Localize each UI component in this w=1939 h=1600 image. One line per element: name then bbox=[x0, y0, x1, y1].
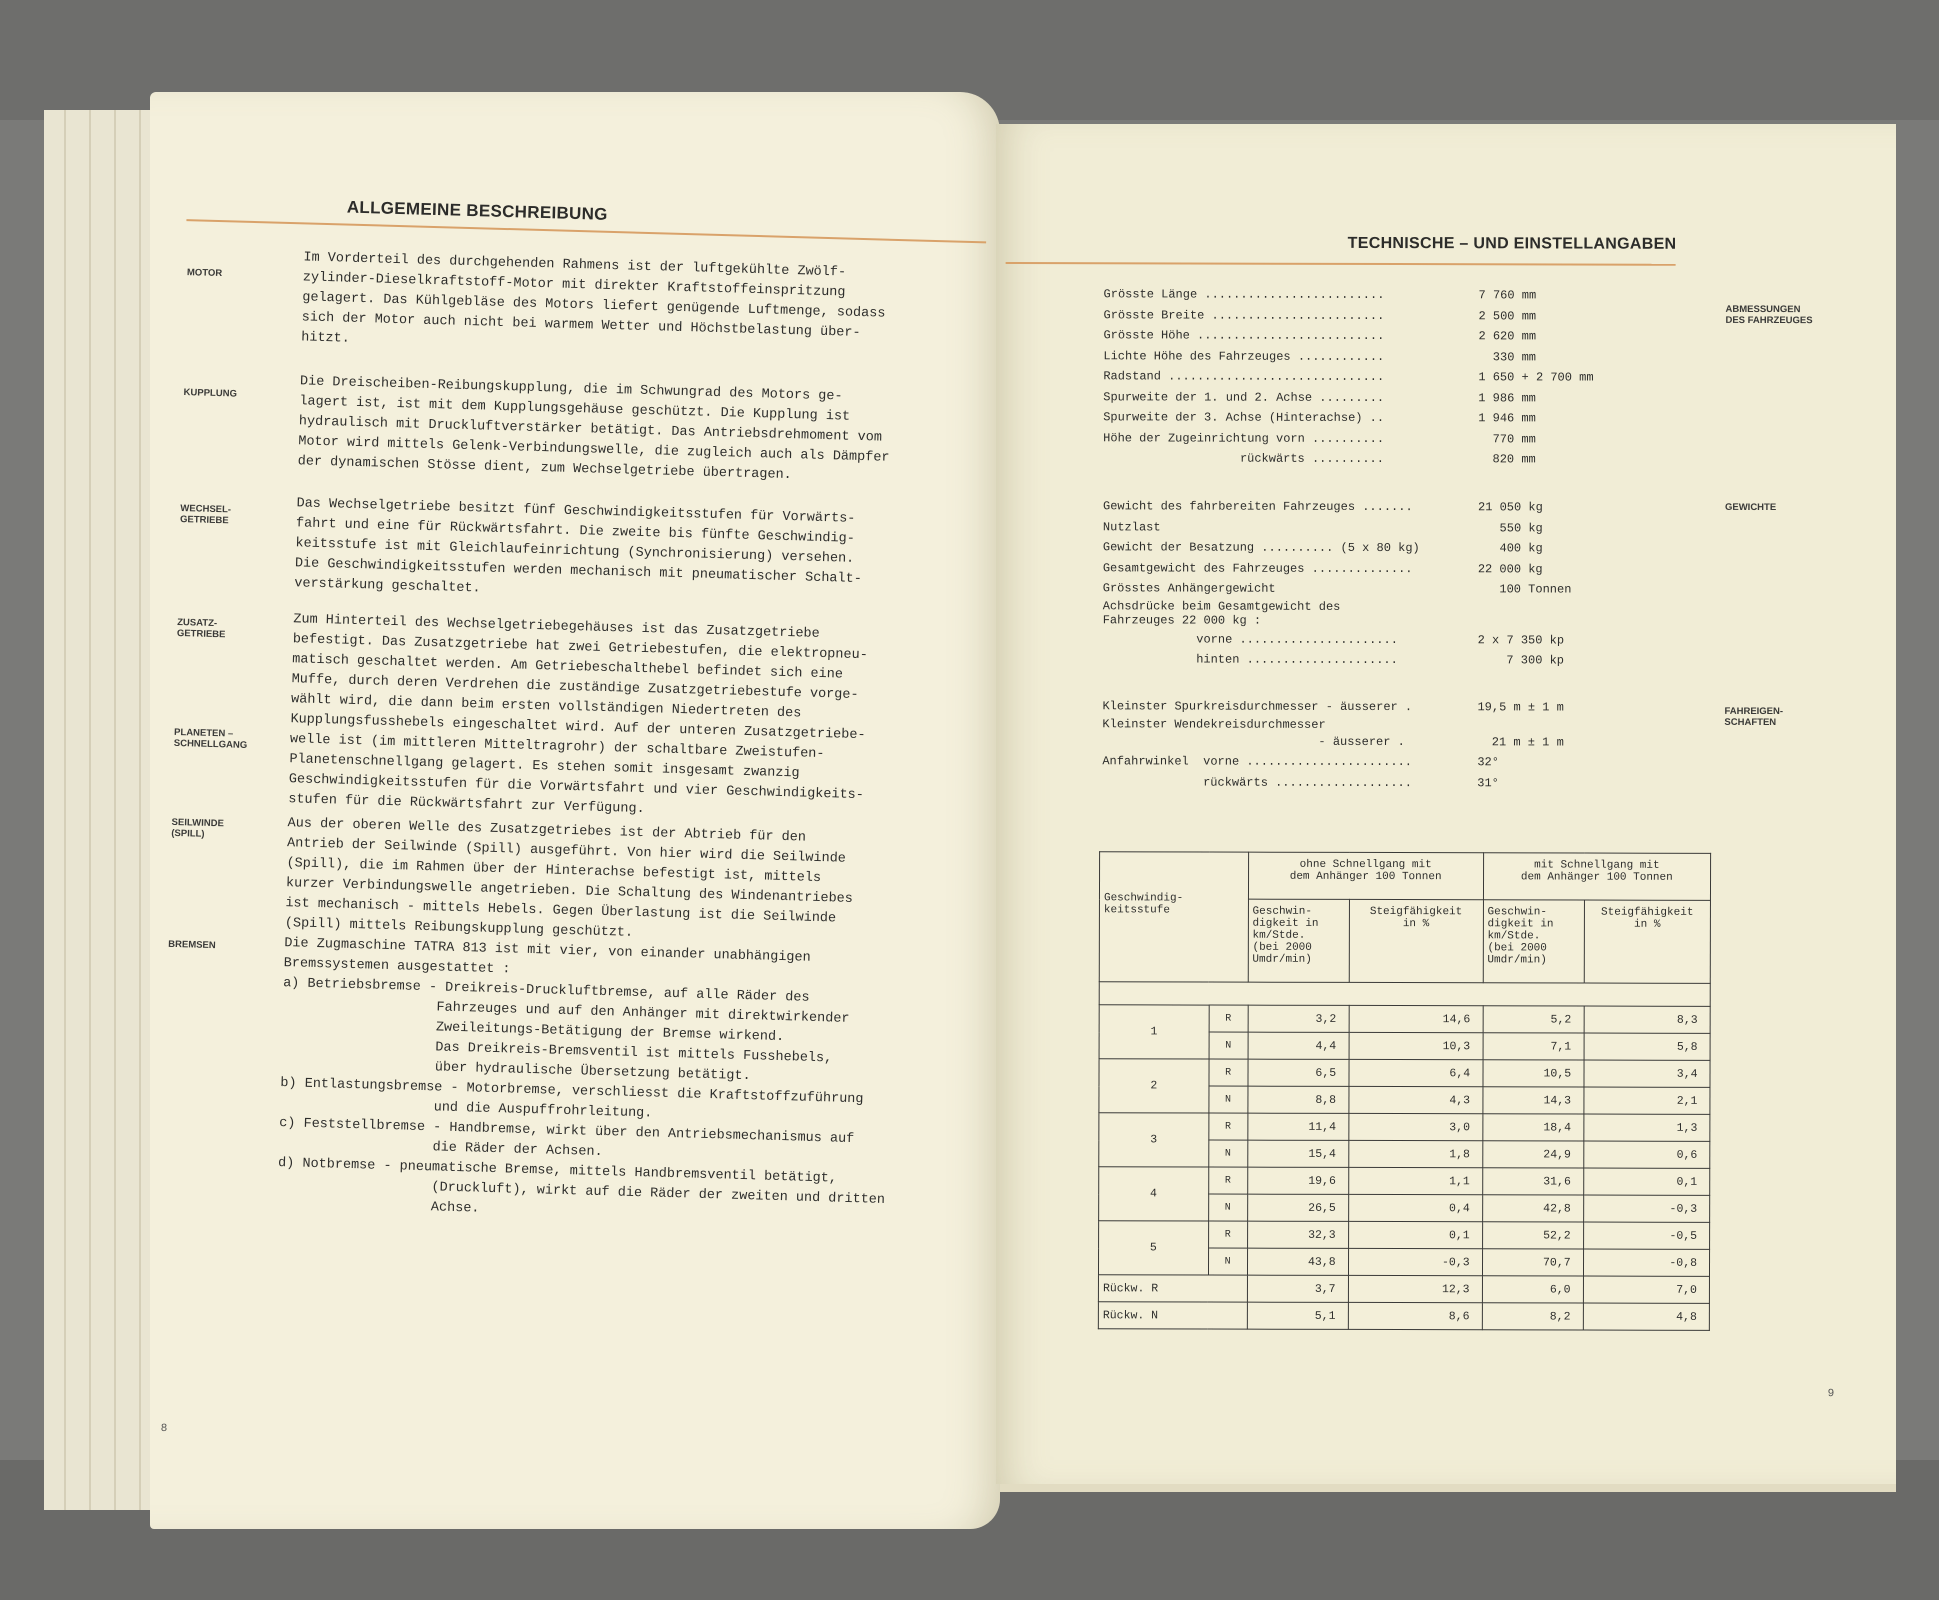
climb-without-cell: -0,3 bbox=[1348, 1248, 1482, 1275]
section-label-motor: MOTOR bbox=[186, 267, 223, 280]
speed-without-cell: 15,4 bbox=[1247, 1140, 1348, 1167]
col-header-speed: Geschwin- digkeit in km/Stde. (bei 2000 Umdr/min) bbox=[1483, 900, 1584, 983]
right-page-heading: TECHNISCHE – UND EINSTELLANGABEN bbox=[1347, 234, 1677, 253]
spec-row bbox=[1103, 448, 1663, 470]
section-label-seilwinde: SEILWINDE (SPILL) bbox=[171, 816, 225, 840]
spec-row bbox=[1102, 751, 1662, 773]
spec-label: Grösste Länge ......................... bbox=[1103, 287, 1385, 303]
spec-row bbox=[1103, 629, 1663, 651]
spec-value: 1 986 mm bbox=[1478, 390, 1536, 405]
climb-without-cell: 8,6 bbox=[1348, 1302, 1482, 1329]
spec-row bbox=[1103, 305, 1663, 327]
table-row-reverse bbox=[1098, 1302, 1709, 1331]
left-page bbox=[150, 92, 1000, 1529]
spec-row bbox=[1103, 428, 1663, 450]
range-cell: R bbox=[1208, 1221, 1247, 1248]
gear-stage-cell: 4 bbox=[1099, 1167, 1209, 1221]
side-label-dimensions: ABMESSUNGEN DES FAHRZEUGES bbox=[1725, 303, 1813, 327]
climb-without-cell: 1,1 bbox=[1348, 1167, 1482, 1194]
spec-row bbox=[1104, 284, 1664, 306]
speed-without-cell: 11,4 bbox=[1247, 1113, 1348, 1140]
right-page-number: 9 bbox=[1827, 1388, 1835, 1401]
spec-label: Nutzlast bbox=[1102, 519, 1161, 534]
driving-list bbox=[1102, 696, 1662, 793]
left-page-number: 8 bbox=[160, 1422, 168, 1436]
spec-row bbox=[1103, 366, 1663, 388]
section-text-wechselgetriebe: Das Wechselgetriebe besitzt fünf Geschwindigkeitsstufen für Vorwärts- fahrt und eine für Rückwärtsfahrt. Die zweite bis fünfte Geschwindig- keitsstufe ist mit Gleichlaufeinrichtung (Synchronisierung) versehen. Die Geschwindigkeitsstufen werden mechanisch mit pneumatischer Schalt- verstärkung geschaltet. bbox=[294, 496, 862, 597]
speed-without-cell: 3,7 bbox=[1247, 1275, 1348, 1302]
spec-row bbox=[1103, 325, 1663, 347]
spec-label: Gewicht der Besatzung .......... (5 x 80 kg) bbox=[1102, 540, 1420, 556]
climb-with-cell: -0,5 bbox=[1583, 1222, 1709, 1249]
speed-with-cell: 6,0 bbox=[1482, 1276, 1583, 1303]
col-header-climb: Steigfähigkeit in % bbox=[1584, 900, 1711, 983]
section-label-kupplung: KUPPLUNG bbox=[183, 387, 238, 400]
range-cell: R bbox=[1209, 1059, 1248, 1086]
col-header-stage: Geschwindig- keitsstufe bbox=[1099, 852, 1248, 982]
climb-without-cell: 0,4 bbox=[1348, 1194, 1482, 1221]
range-cell: R bbox=[1208, 1167, 1247, 1194]
spec-value: 2 x 7 350 kp bbox=[1477, 632, 1565, 647]
spec-label: Grösstes Anhängergewicht bbox=[1102, 581, 1276, 596]
spec-value: 21 050 kg bbox=[1477, 500, 1543, 515]
spec-label: Lichte Höhe des Fahrzeuges ............ bbox=[1103, 348, 1385, 364]
side-label-weights: GEWICHTE bbox=[1724, 501, 1777, 514]
climb-with-cell: 0,6 bbox=[1583, 1141, 1709, 1168]
spec-label: Gesamtgewicht des Fahrzeuges .............. bbox=[1102, 560, 1413, 576]
spec-value: 400 kg bbox=[1477, 541, 1543, 556]
spec-row bbox=[1103, 407, 1663, 429]
spec-label: Grösste Breite ........................ bbox=[1103, 307, 1385, 323]
speed-with-cell: 14,3 bbox=[1483, 1087, 1584, 1114]
spec-label: Spurweite der 3. Achse (Hinterachse) .. bbox=[1103, 410, 1385, 426]
spec-row bbox=[1103, 613, 1663, 630]
speed-with-cell: 5,2 bbox=[1483, 1006, 1584, 1033]
weights-list bbox=[1103, 496, 1663, 671]
section-text-kupplung: Die Dreischeiben-Reibungskupplung, die im Schwungrad des Motors ge- lagert ist, ist mit dem Kupplungsgehäuse geschützt. Die Kupplung ist hydraulisch mit Druckluftverstärker betätigt. Das Antriebsdrehmoment vom Motor wird mittels Gelenk-Verbindungswelle, die zugleich auch als Dämpfer der dynamischen Stösse dient, zum Wechselgetriebe übertragen. bbox=[297, 374, 890, 484]
section-text-zusatzgetriebe: Zum Hinterteil des Wechselgetriebegehäuses ist das Zusatzgetriebe befestigt. Das Zusatzgetriebe hat zwei Getriebestufen, die elektropneu- matisch geschaltet werden. Am Getriebeschalthebel befindet sich eine Muffe, durch deren Verdrehen die zuständige Zusatzgetriebestufe vorge- wählt wird, die dann beim ersten vollständigen Niedertreten des Kupplungsfusshebels eingeschaltet wird. Auf der unteren Zusatzgetriebe- welle ist (im mittleren Mitteltragrohr) der schaltbare Zweistufen- Planetenschnellgang gelagert. Es stehen somit insgesamt zwanzig Geschwindigkeitsstufen für die Vorwärtsfahrt und vier Geschwindigkeits- stufen für die Rückwärtsfahrt zur Verfügung. bbox=[288, 612, 868, 818]
speed-without-cell: 3,2 bbox=[1248, 1005, 1349, 1032]
section-text-seilwinde: Aus der oberen Welle des Zusatzgetriebes ist der Abtrieb für den Antrieb der Seilwinde (Spill) ausgeführt. Von hier wird die Seilwinde (Spill), die im Rahmen über der Hinterachse befestigt ist, mittels kurzer Verbindungswelle angetrieben. Die Schaltung des Windenantriebes ist mechanisch - mittels Hebels. Gegen Überlastung ist die Seilwinde (Spill) mittels Reibungskupplung geschützt. bbox=[284, 816, 854, 941]
group-header-with: mit Schnellgang mit dem Anhänger 100 Tonnen bbox=[1483, 853, 1710, 901]
range-cell: N bbox=[1209, 1032, 1248, 1059]
right-page bbox=[996, 124, 1896, 1484]
speed-without-cell: 43,8 bbox=[1247, 1248, 1348, 1275]
section-text-bremsen: Die Zugmaschine TATRA 813 ist mit vier, von einander unabhängigen Bremssystemen ausgestattet : a) Betriebsbremse - Dreikreis-Druckluftbremse, auf alle Räder des Fahrzeuges und auf den Anhänger mit direktwirkender Zweileitungs-Betätigung der Bremse wirkend. Das Dreikreis-Bremsventil ist mittels Fusshebels, über hydraulische Übersetzung betätigt. b) Entlastungsbremse - Motorbremse, verschliesst die Kraftstoffzuführung und die Auspuffrohrleitung. c) Feststellbremse - Handbremse, wirkt über den Antriebsmechanismus auf die Räder der Achsen. d) Notbremse - pneumatische Bremse, mittels Handbremsventil betätigt, (Druckluft), wirkt auf die Räder der zweiten und dritten Achse. bbox=[276, 936, 886, 1217]
table-row bbox=[1099, 1059, 1710, 1088]
climb-with-cell: 2,1 bbox=[1584, 1087, 1710, 1114]
spec-label: hinten ..................... bbox=[1102, 652, 1398, 668]
spec-value: 7 760 mm bbox=[1478, 288, 1537, 303]
spec-value: 7 300 kp bbox=[1477, 653, 1565, 668]
table-row bbox=[1099, 1113, 1710, 1142]
climb-without-cell: 14,6 bbox=[1349, 1005, 1483, 1032]
climb-with-cell: 8,3 bbox=[1584, 1006, 1710, 1033]
section-label-bremsen: BREMSEN bbox=[168, 938, 216, 952]
section-label-wechselgetriebe: WECHSEL- GETRIEBE bbox=[179, 503, 232, 527]
climb-without-cell: 4,3 bbox=[1349, 1086, 1483, 1113]
range-cell: N bbox=[1208, 1248, 1247, 1275]
gear-stage-cell: 3 bbox=[1099, 1113, 1209, 1167]
group-header-without: ohne Schnellgang mit dem Anhänger 100 Tonnen bbox=[1248, 852, 1483, 900]
spec-value: 1 650 + 2 700 mm bbox=[1478, 370, 1594, 385]
speed-with-cell: 8,2 bbox=[1482, 1303, 1583, 1330]
spec-value: 820 mm bbox=[1478, 452, 1536, 467]
section-text-motor: Im Vorderteil des durchgehenden Rahmens ist der luftgekühlte Zwölf- zylinder-Dieselkraftstoff-Motor mit direkter Kraftstoffeinspritzung gelagert. Das Kühlgebläse des Motors liefert genügende Luftmenge, sodass sich der Motor auch nicht bei warmem Wetter und Höchstbelastung über- hitzt. bbox=[300, 250, 886, 347]
gear-stage-cell: 1 bbox=[1099, 1005, 1209, 1059]
speed-without-cell: 26,5 bbox=[1247, 1194, 1348, 1221]
climb-with-cell: 5,8 bbox=[1584, 1033, 1710, 1060]
spec-row bbox=[1103, 599, 1663, 614]
speed-with-cell: 24,9 bbox=[1482, 1141, 1583, 1168]
speed-without-cell: 32,3 bbox=[1247, 1221, 1348, 1248]
section-label-planetenschnellgang: PLANETEN – SCHNELLGANG bbox=[173, 726, 248, 751]
spec-label: Höhe der Zugeinrichtung vorn .......... bbox=[1103, 430, 1385, 446]
climb-with-cell: 4,8 bbox=[1583, 1303, 1709, 1330]
reverse-gear-label: Rückw. N bbox=[1098, 1302, 1247, 1329]
spec-row bbox=[1102, 696, 1662, 718]
climb-with-cell: 0,1 bbox=[1583, 1168, 1709, 1195]
climb-without-cell: 10,3 bbox=[1349, 1032, 1483, 1059]
range-cell: N bbox=[1208, 1140, 1247, 1167]
spec-value: 550 kg bbox=[1477, 520, 1543, 535]
climb-without-cell: 6,4 bbox=[1349, 1059, 1483, 1086]
gear-stage-cell: 2 bbox=[1099, 1059, 1209, 1113]
spec-label: Anfahrwinkel vorne ....................... bbox=[1102, 754, 1413, 770]
heading-rule-right bbox=[1006, 262, 1676, 266]
spec-row bbox=[1103, 578, 1663, 600]
col-header-climb: Steigfähigkeit in % bbox=[1349, 899, 1483, 982]
climb-with-cell: 3,4 bbox=[1584, 1060, 1710, 1087]
left-page-heading: ALLGEMEINE BESCHREIBUNG bbox=[346, 197, 609, 224]
spec-value: 1 946 mm bbox=[1478, 411, 1536, 426]
spec-label: Achsdrücke beim Gesamtgewicht des bbox=[1102, 598, 1341, 614]
spec-label: vorne ...................... bbox=[1102, 631, 1398, 647]
page-bottom-edge bbox=[1000, 1484, 1896, 1492]
climb-without-cell: 12,3 bbox=[1348, 1275, 1482, 1302]
speed-without-cell: 19,6 bbox=[1247, 1167, 1348, 1194]
table-spacer-row bbox=[1099, 982, 1710, 1007]
speed-without-cell: 4,4 bbox=[1248, 1032, 1349, 1059]
speed-with-cell: 31,6 bbox=[1482, 1168, 1583, 1195]
spec-row bbox=[1103, 558, 1663, 580]
spec-row bbox=[1102, 731, 1662, 753]
spec-value: 770 mm bbox=[1478, 431, 1536, 446]
reverse-gear-label: Rückw. R bbox=[1098, 1275, 1247, 1302]
spec-row bbox=[1103, 517, 1663, 539]
spec-label: Spurweite der 1. und 2. Achse ......... bbox=[1103, 389, 1385, 405]
spec-row bbox=[1103, 387, 1663, 409]
section-label-zusatzgetriebe: ZUSATZ- GETRIEBE bbox=[176, 616, 226, 641]
side-label-driving: FAHREIGEN- SCHAFTEN bbox=[1724, 705, 1784, 729]
table-row-reverse bbox=[1098, 1275, 1709, 1304]
spec-value: 19,5 m ± 1 m bbox=[1477, 700, 1564, 715]
speed-with-cell: 7,1 bbox=[1483, 1033, 1584, 1060]
spec-label: Fahrzeuges 22 000 kg : bbox=[1102, 612, 1262, 628]
gear-stage-cell: 5 bbox=[1098, 1221, 1208, 1275]
table-row bbox=[1099, 1005, 1710, 1034]
col-header-speed: Geschwin- digkeit in km/Stde. (bei 2000 Umdr/min) bbox=[1248, 899, 1349, 982]
climb-without-cell: 3,0 bbox=[1348, 1113, 1482, 1140]
spec-row bbox=[1103, 649, 1663, 671]
speed-table bbox=[1098, 851, 1711, 1331]
table-row bbox=[1099, 1221, 1710, 1250]
climb-with-cell: 7,0 bbox=[1583, 1276, 1709, 1303]
spec-value: 22 000 kg bbox=[1477, 561, 1543, 576]
spec-label: Kleinster Spurkreisdurchmesser - äusserer . bbox=[1102, 699, 1413, 715]
spec-label: Radstand .............................. bbox=[1103, 369, 1385, 385]
speed-without-cell: 5,1 bbox=[1247, 1302, 1348, 1329]
spec-label: rückwärts ................... bbox=[1102, 774, 1412, 790]
spec-row bbox=[1102, 717, 1662, 732]
spec-row bbox=[1103, 346, 1663, 368]
speed-with-cell: 18,4 bbox=[1482, 1114, 1583, 1141]
spec-value: 2 500 mm bbox=[1478, 308, 1537, 323]
spec-value: 330 mm bbox=[1478, 349, 1537, 364]
spec-value: 31° bbox=[1477, 775, 1499, 790]
spec-value: 32° bbox=[1477, 755, 1499, 770]
spec-label: Grösste Höhe .......................... bbox=[1103, 328, 1385, 344]
spec-label: rückwärts .......... bbox=[1103, 451, 1385, 467]
speed-with-cell: 52,2 bbox=[1482, 1222, 1583, 1249]
range-cell: N bbox=[1208, 1194, 1247, 1221]
climb-without-cell: 0,1 bbox=[1348, 1221, 1482, 1248]
speed-with-cell: 42,8 bbox=[1482, 1195, 1583, 1222]
range-cell: R bbox=[1209, 1005, 1248, 1032]
speed-with-cell: 10,5 bbox=[1483, 1060, 1584, 1087]
climb-without-cell: 1,8 bbox=[1348, 1140, 1482, 1167]
spec-value: 21 m ± 1 m bbox=[1477, 734, 1564, 749]
spec-label: - äusserer . bbox=[1102, 733, 1405, 749]
speed-without-cell: 6,5 bbox=[1248, 1059, 1349, 1086]
spec-label: Gewicht des fahrbereiten Fahrzeuges ....... bbox=[1102, 499, 1413, 515]
climb-with-cell: -0,3 bbox=[1583, 1195, 1709, 1222]
spec-label: Kleinster Wendekreisdurchmesser bbox=[1102, 716, 1326, 732]
range-cell: N bbox=[1209, 1086, 1248, 1113]
spec-value: 2 620 mm bbox=[1478, 329, 1537, 344]
spec-row bbox=[1102, 772, 1662, 794]
spec-row bbox=[1103, 537, 1663, 559]
climb-with-cell: -0,8 bbox=[1583, 1249, 1709, 1276]
dimensions-list bbox=[1103, 284, 1663, 470]
speed-without-cell: 8,8 bbox=[1248, 1086, 1349, 1113]
table-row bbox=[1099, 1167, 1710, 1196]
speed-with-cell: 70,7 bbox=[1482, 1249, 1583, 1276]
climb-with-cell: 1,3 bbox=[1583, 1114, 1709, 1141]
spec-value: 100 Tonnen bbox=[1477, 582, 1572, 597]
range-cell: R bbox=[1208, 1113, 1247, 1140]
spec-row bbox=[1103, 496, 1663, 518]
